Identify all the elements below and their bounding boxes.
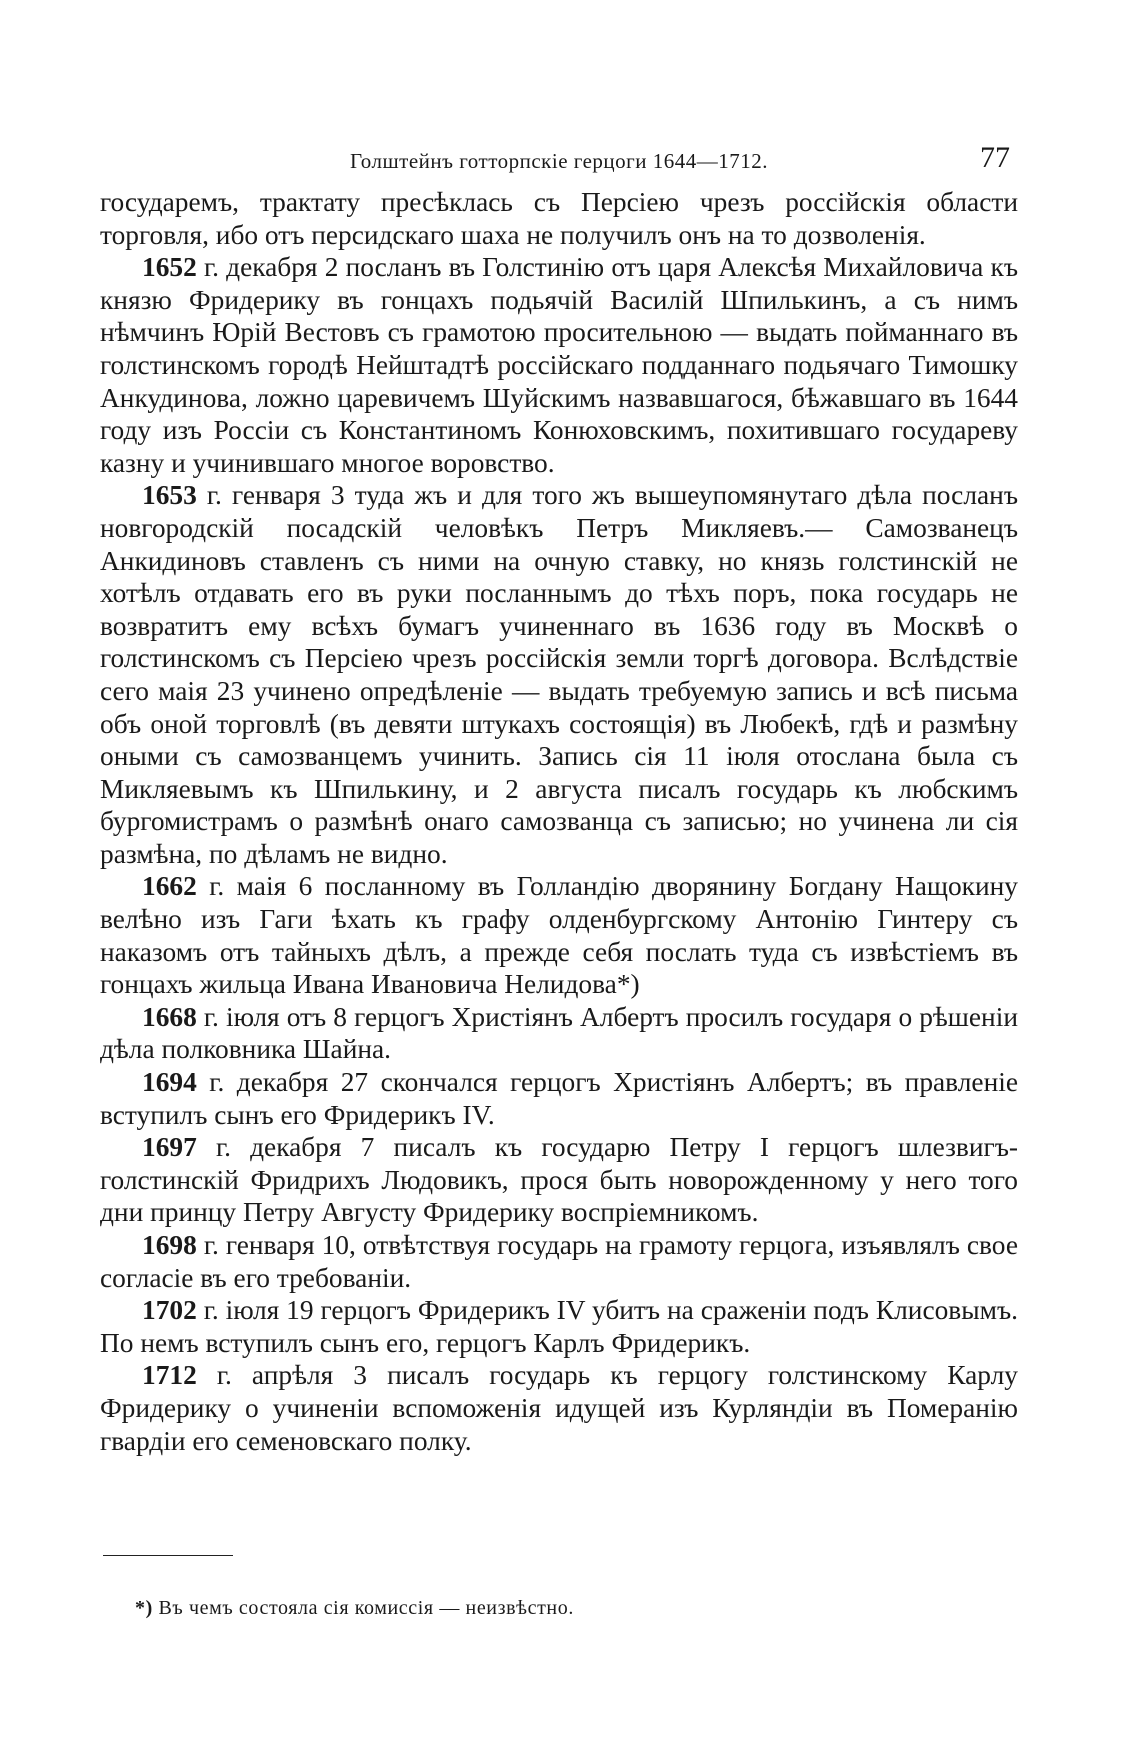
entry-text: г. генваря 10, отвѣтствуя государь на грамоту герцога, изъявлялъ свое согласіе въ его требованіи. (100, 1230, 1018, 1293)
entry-text: г. декабря 7 писалъ къ государю Петру I герцогъ шлезвигъ-голстинскій Фридрихъ Людовикъ, прося быть новорожденному у него того дни принцу Петру Августу Фридерику воспріемникомъ. (100, 1132, 1018, 1228)
body-text (100, 186, 1018, 1457)
footnote (135, 1597, 935, 1620)
opening-paragraph: государемъ, трактату пресѣклась съ Персіею чрезъ россійскія области торговля, ибо отъ персидскаго шаха не получилъ онъ на то дозволенія. (100, 187, 1018, 250)
entry-year: 1712 (142, 1360, 197, 1391)
entry-year: 1702 (142, 1295, 197, 1326)
entry-text: г. іюля отъ 8 герцогъ Христіянъ Албертъ просилъ государя о рѣшеніи дѣла полковника Шайна. (100, 1001, 1018, 1065)
entry-year: 1652 (142, 252, 197, 283)
entry-year: 1694 (142, 1067, 197, 1098)
entry-paragraph (100, 1229, 1018, 1294)
page-number: 77 (980, 141, 1010, 174)
entry-paragraph (100, 1359, 1018, 1457)
entry-paragraph (100, 1131, 1018, 1229)
entry-year: 1698 (142, 1230, 197, 1260)
entry-paragraph (100, 1066, 1018, 1131)
entry-text: г. іюля 19 герцогъ Фридерикъ IV убитъ на сраженіи подъ Клисовымъ. По немъ вступилъ сынъ его, герцогъ Карлъ Фридерикъ. (100, 1295, 1018, 1358)
entry-text: г. маія 6 посланному въ Голландію дворянину Богдану Нащокину велѣно изъ Гаги ѣхать къ графу олденбургскому Антонію Гинтеру съ наказомъ отъ тайныхъ дѣлъ, а прежде себя послать туда съ извѣстіемъ въ гонцахъ жильца Ивана Ивановича Нелидова*) (100, 871, 1018, 1000)
entry-year: 1653 (142, 480, 197, 511)
entry-year: 1697 (142, 1132, 197, 1163)
footnote-divider (103, 1555, 233, 1556)
entry-text: г. декабря 27 скончался герцогъ Христіянъ Албертъ; въ правленіе вступилъ сынъ его Фридерикъ IV. (100, 1067, 1018, 1130)
footnote-text: Въ чемъ состояла сія комиссія — неизвѣстно. (152, 1597, 574, 1619)
entry-paragraph (100, 251, 1018, 479)
entry-text: г. декабря 2 посланъ въ Голстинію отъ царя Алексѣя Михайловича къ князю Фридерику въ гонцахъ подьячій Василій Шпилькинъ, а съ нимъ нѣмчинъ Юрій Вестовъ съ грамотою просительною — выдать пойманнаго въ голстинскомъ городѣ Нейштадтѣ россійскаго подданнаго подьячаго Тимошку Анкудинова, ложно царевичемъ Шуйскимъ назвавшагося, бѣжавшаго въ 1644 году изъ Россіи съ Константиномъ Конюховскимъ, похитившаго государеву казну и учинившаго многое воровство. (100, 252, 1018, 478)
entry-text: г. генваря 3 туда жъ и для того жъ вышеупомянутаго дѣла посланъ новгородскій посадскій человѣкъ Петръ Микляевъ.— Самозванецъ Анкидиновъ ставленъ съ ними на очную ставку, но князь голстинскій не хотѣлъ отдавать его въ руки посланнымъ до тѣхъ поръ, пока государь не возвратитъ ему всѣхъ бумагъ учиненнаго въ 1636 году въ Москвѣ о голстинскомъ съ Персіею чрезъ россійскія земли торгѣ договора. Вслѣдствіе сего маія 23 учинено опредѣленіе — выдать требуемую запись и всѣ письма объ оной торговлѣ (въ девяти штукахъ состоящія) въ Любекѣ, гдѣ и размѣну оными съ самозванцемъ учинить. Запись сія 11 іюля отослана была съ Микляевымъ къ Шпилькину, и 2 августа писалъ государь къ любскимъ бургомистрамъ о размѣнѣ онаго самозванца съ записью; но учинена ли сія размѣна, по дѣламъ не видно. (100, 480, 1018, 869)
footnote-mark: *) (135, 1597, 153, 1619)
entry-text: г. апрѣля 3 писалъ государь къ герцогу голстинскому Карлу Фридерику о учиненіи вспоможенія идущей изъ Курляндіи въ Померанію гвардіи его семеновскаго полку. (100, 1360, 1018, 1456)
running-head (100, 143, 1018, 179)
running-title: Голштейнъ готторпскіе герцоги 1644—1712. (349, 149, 769, 173)
entry-paragraph (100, 1294, 1018, 1359)
entry-paragraph (100, 1001, 1018, 1066)
entry-paragraph (100, 870, 1018, 1000)
entry-year: 1668 (142, 1001, 197, 1032)
entry-paragraph (100, 479, 1018, 870)
entry-year: 1662 (142, 871, 197, 902)
